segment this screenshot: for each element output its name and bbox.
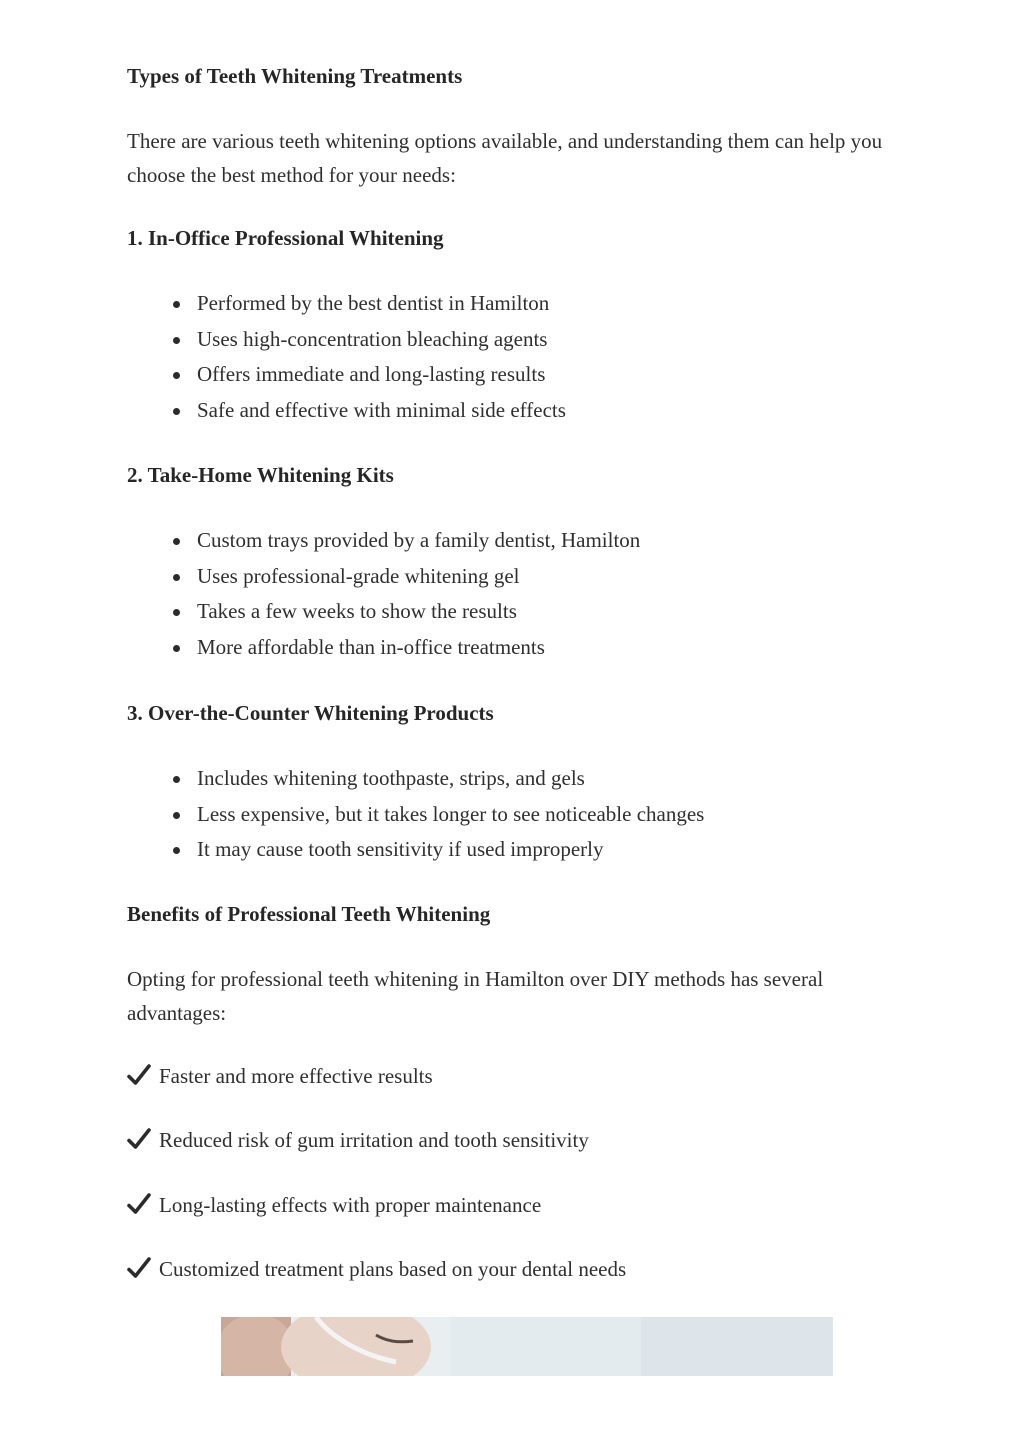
benefit-item: Customized treatment plans based on your dental needs: [127, 1255, 626, 1283]
section-title-in-office: 1. In-Office Professional Whitening: [127, 226, 444, 250]
benefits-intro: Opting for professional teeth whitening in Hamilton over DIY methods has several advantages:: [127, 967, 824, 1025]
types-heading: Types of Teeth Whitening Treatments: [127, 64, 463, 88]
benefit-item: Reduced risk of gum irritation and tooth sensitivity: [127, 1126, 589, 1154]
article-photo: [221, 1317, 833, 1376]
bullet-dot: [173, 408, 180, 415]
check-mark-icon: [127, 1192, 151, 1216]
benefit-item: Faster and more effective results: [127, 1062, 433, 1090]
list-item: Uses high-concentration bleaching agents: [127, 322, 566, 358]
article-photo-image: [221, 1317, 833, 1376]
check-mark-icon: [127, 1127, 151, 1151]
list-item: Custom trays provided by a family dentist, Hamilton: [127, 523, 640, 559]
benefit-item: Long-lasting effects with proper maintenance: [127, 1191, 541, 1219]
section-title-take-home: 2. Take-Home Whitening Kits: [127, 463, 394, 487]
list-item: Performed by the best dentist in Hamilton: [127, 286, 566, 322]
bullet-dot: [173, 301, 180, 308]
bullet-dot: [173, 847, 180, 854]
list-item: Includes whitening toothpaste, strips, and gels: [127, 761, 704, 797]
list-item: More affordable than in-office treatments: [127, 630, 640, 666]
list-item: Safe and effective with minimal side effects: [127, 393, 566, 429]
list-item: Takes a few weeks to show the results: [127, 594, 640, 630]
bullet-dot: [173, 812, 180, 819]
bullet-dot: [173, 609, 180, 616]
list-item: Uses professional-grade whitening gel: [127, 559, 640, 595]
list-item: Offers immediate and long-lasting results: [127, 357, 566, 393]
bullet-dot: [173, 645, 180, 652]
section-title-otc: 3. Over-the-Counter Whitening Products: [127, 701, 494, 725]
benefits-heading: Benefits of Professional Teeth Whitening: [127, 902, 491, 926]
bullet-dot: [173, 776, 180, 783]
section-list-in-office: [127, 286, 566, 429]
list-item: It may cause tooth sensitivity if used improperly: [127, 832, 704, 868]
bullet-dot: [173, 538, 180, 545]
section-list-take-home: [127, 523, 640, 666]
bullet-dot: [173, 337, 180, 344]
list-item: Less expensive, but it takes longer to see noticeable changes: [127, 797, 704, 833]
bullet-dot: [173, 574, 180, 581]
intro-paragraph: There are various teeth whitening options available, and understanding them can help you choose the best method for your needs:: [127, 129, 883, 187]
section-list-otc: [127, 761, 704, 868]
check-mark-icon: [127, 1256, 151, 1280]
bullet-dot: [173, 372, 180, 379]
check-mark-icon: [127, 1063, 151, 1087]
